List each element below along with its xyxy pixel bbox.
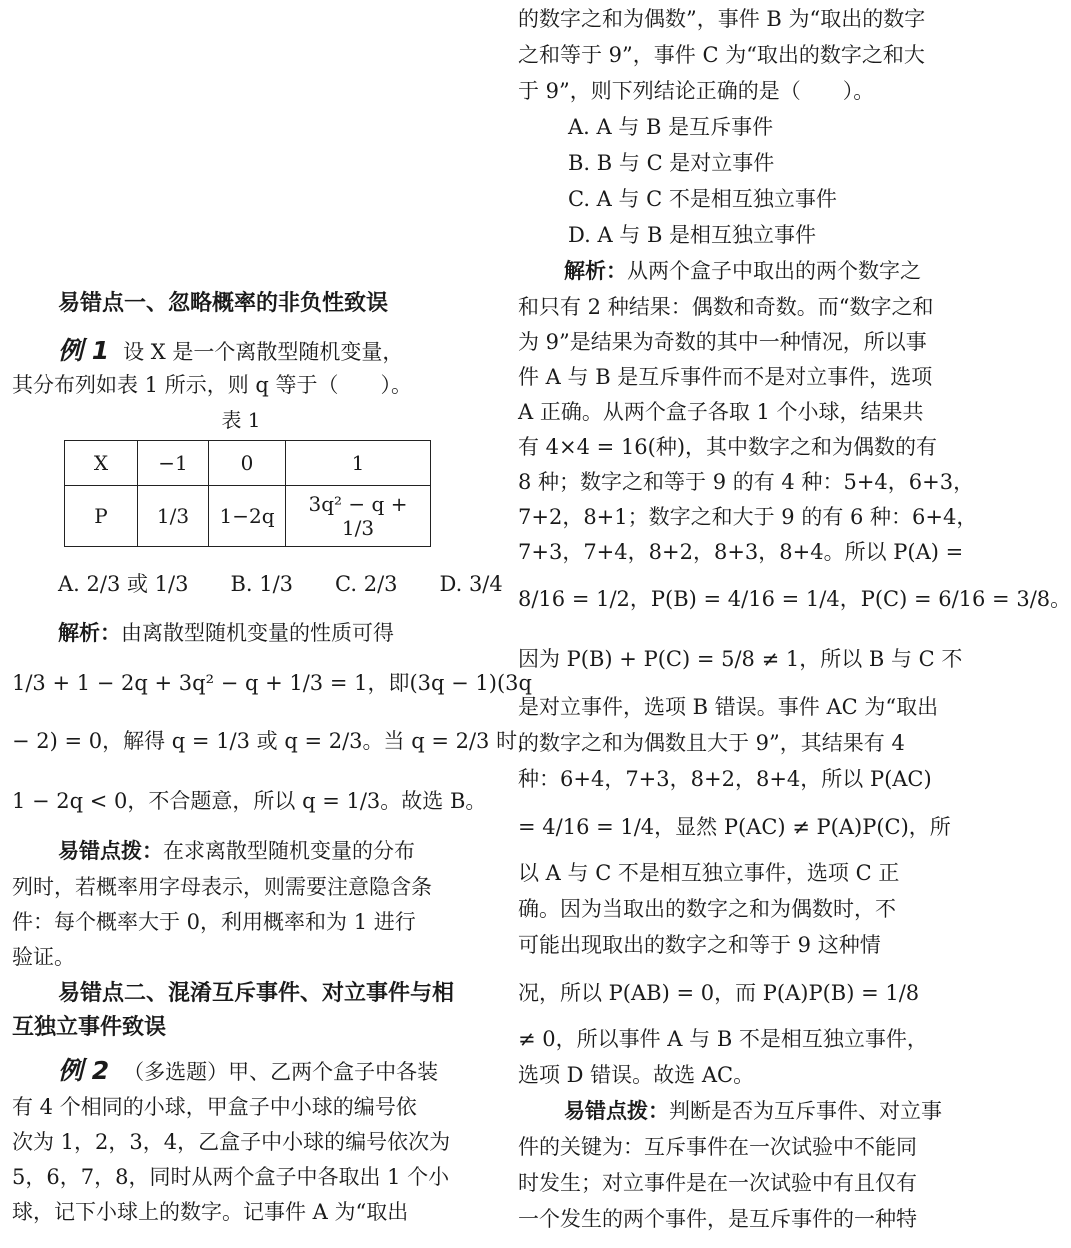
table-cell: 3q² − q + 1/3: [286, 486, 431, 547]
tip-2-line-4: 一个发生的两个事件，是互斥事件的一种特: [518, 1207, 917, 1231]
example-1-label: 例 1: [58, 336, 110, 365]
example-2-text: （多选题）甲、乙两个盒子中各装: [123, 1060, 439, 1084]
table-cell: 1/3: [138, 486, 209, 547]
table-caption: 表 1: [221, 408, 261, 432]
tip-1-line-1: [12, 836, 470, 866]
analysis-2-line-1: [518, 256, 982, 286]
analysis-1-line-4: 1 − 2q < 0，不合题意，所以 q = 1/3。故选 B。: [12, 789, 487, 813]
example-2-line-4: 5，6，7，8，同时从两个盒子中各取出 1 个小: [12, 1165, 450, 1189]
tip-label: 易错点拨：: [564, 1099, 669, 1123]
tip-label: 易错点拨：: [58, 839, 163, 863]
choice-c: C. A 与 C 不是相互独立事件: [568, 187, 837, 211]
example-2-label: 例 2: [58, 1056, 110, 1085]
analysis-2-line-10: 8/16 = 1/2，P(B) = 4/16 = 1/4，P(C) = 6/16 = 3/8。: [518, 587, 1071, 611]
table-cell: 0: [209, 441, 286, 486]
table-cell: −1: [138, 441, 209, 486]
analysis-2-line-3: 为 9”是结果为奇数的其中一种情况，所以事: [518, 330, 927, 354]
example-2-line-3: 次为 1，2，3，4，乙盒子中小球的编号依次为: [12, 1130, 451, 1154]
analysis-2-line-2: 和只有 2 种结果：偶数和奇数。而“数字之和: [518, 295, 934, 319]
table-row: [65, 486, 431, 547]
tip-1-line-4: 验证。: [12, 945, 75, 969]
analysis-2-line-5: A 正确。从两个盒子各取 1 个小球，结果共: [518, 400, 924, 424]
analysis-1-line-3: − 2) = 0，解得 q = 1/3 或 q = 2/3。当 q = 2/3 时，: [12, 729, 539, 753]
analysis-2-line-16: 以 A 与 C 不是相互独立事件，选项 C 正: [518, 861, 900, 885]
analysis-1-line-2: 1/3 + 1 − 2q + 3q² − q + 1/3 = 1，即(3q − 1)(3q: [12, 671, 532, 695]
analysis-2-line-15: = 4/16 = 1/4，显然 P(AC) ≠ P(A)P(C)，所: [518, 815, 951, 839]
table-cell: 1−2q: [209, 486, 286, 547]
tip-2-line-2: 件的关键为：互斥事件在一次试验中不能同: [518, 1135, 917, 1159]
table-cell: X: [65, 441, 138, 486]
analysis-label: 解析：: [58, 621, 121, 645]
analysis-2-line-6: 有 4×4 = 16(种)，其中数字之和为偶数的有: [518, 435, 938, 459]
analysis-2-line-7: 8 种；数字之和等于 9 的有 4 种：5+4，6+3，: [518, 470, 975, 494]
analysis-2-line-18: 可能出现取出的数字之和等于 9 这种情: [518, 933, 881, 957]
example-2-line-2: 有 4 个相同的小球，甲盒子中小球的编号依: [12, 1095, 417, 1119]
analysis-2-line-9: 7+3，7+4，8+2，8+3，8+4。所以 P(A) =: [518, 540, 964, 564]
distribution-table: [64, 440, 431, 547]
intro-line-1: 的数字之和为偶数”，事件 B 为“取出的数字: [518, 7, 926, 31]
heading-error-point-2: 易错点二、混淆互斥事件、对立事件与相: [58, 981, 455, 1006]
table-cell: 1: [286, 441, 431, 486]
analysis-label: 解析：: [564, 259, 627, 283]
tip-2-line-3: 时发生；对立事件是在一次试验中有且仅有: [518, 1171, 917, 1195]
intro-line-2: 之和等于 9”，事件 C 为“取出的数字之和大: [518, 43, 925, 67]
analysis-2-line-20: ≠ 0，所以事件 A 与 B 不是相互独立事件，: [518, 1027, 928, 1051]
analysis-text: 由离散型随机变量的性质可得: [121, 621, 394, 645]
example-1-line-2: 其分布列如表 1 所示，则 q 等于（ ）。: [12, 373, 413, 397]
choice-d: D. A 与 B 是相互独立事件: [568, 223, 817, 247]
heading-error-point-1: 易错点一、忽略概率的非负性致误: [58, 291, 389, 316]
analysis-2-line-14: 种：6+4，7+3，8+2，8+4，所以 P(AC): [518, 767, 932, 791]
choice-a: A. A 与 B 是互斥事件: [568, 115, 774, 139]
analysis-2-line-21: 选项 D 错误。故选 AC。: [518, 1063, 755, 1087]
table-cell: P: [65, 486, 138, 547]
example-1-options: A. 2/3 或 1/3 B. 1/3 C. 2/3 D. 3/4: [58, 572, 503, 596]
choice-b: B. B 与 C 是对立事件: [568, 151, 775, 175]
tip-text: 在求离散型随机变量的分布: [163, 839, 415, 863]
tip-1-line-2: 列时，若概率用字母表示，则需要注意隐含条: [12, 875, 432, 899]
analysis-text: 从两个盒子中取出的两个数字之: [627, 259, 921, 283]
tip-2-line-1: [518, 1096, 982, 1126]
analysis-2-line-8: 7+2，8+1；数字之和大于 9 的有 6 种：6+4，: [518, 505, 978, 529]
tip-1-line-3: 件：每个概率大于 0，利用概率和为 1 进行: [12, 910, 416, 934]
tip-text: 判断是否为互斥事件、对立事: [669, 1099, 942, 1123]
example-2-line-1: [12, 1054, 470, 1088]
intro-line-3: 于 9”，则下列结论正确的是（ ）。: [518, 79, 875, 103]
analysis-2-line-11: 因为 P(B) + P(C) = 5/8 ≠ 1，所以 B 与 C 不: [518, 647, 963, 671]
table-row: [65, 441, 431, 486]
example-1-line-1: [12, 334, 470, 368]
example-2-line-5: 球，记下小球上的数字。记事件 A 为“取出: [12, 1200, 409, 1224]
analysis-1-line-1: [12, 618, 470, 648]
analysis-2-line-17: 确。因为当取出的数字之和为偶数时，不: [518, 897, 896, 921]
analysis-2-line-19: 况，所以 P(AB) = 0，而 P(A)P(B) = 1/8: [518, 981, 920, 1005]
analysis-2-line-13: 的数字之和为偶数且大于 9”，其结果有 4: [518, 731, 905, 755]
analysis-2-line-12: 是对立事件，选项 B 错误。事件 AC 为“取出: [518, 695, 939, 719]
example-1-text: 设 X 是一个离散型随机变量，: [123, 340, 404, 364]
heading-error-point-2-cont: 互独立事件致误: [12, 1015, 167, 1040]
analysis-2-line-4: 件 A 与 B 是互斥事件而不是对立事件，选项: [518, 365, 933, 389]
